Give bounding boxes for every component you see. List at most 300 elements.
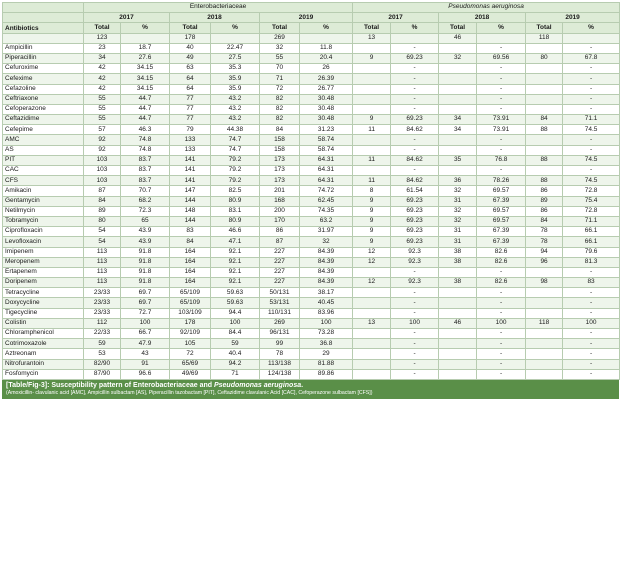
- table-cell: 173: [260, 176, 300, 186]
- table-cell: 32: [439, 53, 477, 63]
- table-cell: [526, 104, 563, 114]
- table-cell: 170: [260, 216, 300, 226]
- table-row: [3, 369, 620, 379]
- table-cell: -: [477, 94, 526, 104]
- year-header: 2018: [170, 13, 260, 23]
- table-cell: 70.7: [121, 186, 170, 196]
- table-cell: 82.6: [477, 247, 526, 257]
- table-cell: 84: [260, 125, 300, 135]
- table-cell: -: [477, 104, 526, 114]
- table-row: [3, 329, 620, 339]
- table-row: [3, 216, 620, 226]
- table-row: [3, 298, 620, 308]
- table-cell: 32: [300, 237, 353, 247]
- table-cell: 82.5: [211, 186, 260, 196]
- table-cell: [439, 64, 477, 74]
- table-cell: [439, 104, 477, 114]
- table-row: [3, 247, 620, 257]
- percent-column-header: %: [391, 23, 439, 33]
- table-cell: -: [391, 84, 439, 94]
- table-cell: [353, 43, 391, 53]
- table-cell: 91: [121, 359, 170, 369]
- caption-end: .: [301, 381, 304, 389]
- table-row: [3, 64, 620, 74]
- table-cell: 63.2: [300, 216, 353, 226]
- table-cell: 92: [84, 145, 121, 155]
- table-cell: [526, 135, 563, 145]
- antibiotic-name: AMC: [3, 135, 84, 145]
- table-cell: 82: [260, 94, 300, 104]
- table-row: [3, 359, 620, 369]
- table-cell: 227: [260, 278, 300, 288]
- table-cell: -: [563, 298, 620, 308]
- table-cell: 82/90: [84, 359, 121, 369]
- table-cell: 32: [260, 43, 300, 53]
- table-body: [3, 33, 620, 379]
- table-cell: 77: [170, 94, 211, 104]
- table-cell: [439, 339, 477, 349]
- table-cell: 158: [260, 135, 300, 145]
- table-cell: 26.77: [300, 84, 353, 94]
- table-cell: 94.4: [211, 308, 260, 318]
- table-cell: 92.3: [391, 257, 439, 267]
- table-cell: 35.3: [211, 64, 260, 74]
- table-cell: 148: [170, 206, 211, 216]
- table-cell: 50/131: [260, 288, 300, 298]
- table-cell: 18.7: [121, 43, 170, 53]
- table-cell: 31.23: [300, 125, 353, 135]
- table-cell: 82.6: [477, 257, 526, 267]
- table-cell: 103: [84, 176, 121, 186]
- table-cell: 9: [353, 237, 391, 247]
- table-cell: 53: [84, 349, 121, 359]
- table-cell: 84.62: [391, 155, 439, 165]
- table-caption: [2, 380, 619, 399]
- table-row: [3, 94, 620, 104]
- table-cell: 69.23: [391, 206, 439, 216]
- table-row: [3, 349, 620, 359]
- table-cell: 64.31: [300, 166, 353, 176]
- table-cell: 110/131: [260, 308, 300, 318]
- table-cell: [439, 84, 477, 94]
- table-cell: 65: [121, 216, 170, 226]
- totals-row: [3, 33, 620, 43]
- table-cell: -: [563, 166, 620, 176]
- table-cell: 87: [84, 186, 121, 196]
- table-cell: [439, 94, 477, 104]
- antibiotic-name: Tobramycin: [3, 216, 84, 226]
- antibiotic-name: Chloramphenicol: [3, 329, 84, 339]
- table-cell: [526, 308, 563, 318]
- table-cell: -: [477, 74, 526, 84]
- table-cell: 83.7: [121, 155, 170, 165]
- table-cell: -: [391, 339, 439, 349]
- total-column-header: Total: [526, 23, 563, 33]
- table-cell: 32: [439, 206, 477, 216]
- antibiotic-name: Colistin: [3, 318, 84, 328]
- table-cell: 59: [211, 339, 260, 349]
- table-row: [3, 288, 620, 298]
- table-cell: 68.2: [121, 196, 170, 206]
- table-cell: -: [391, 308, 439, 318]
- table-cell: 69.23: [391, 196, 439, 206]
- table-cell: 74.8: [121, 145, 170, 155]
- table-cell: 30.48: [300, 115, 353, 125]
- table-cell: 72.3: [121, 206, 170, 216]
- table-cell: 164: [170, 278, 211, 288]
- antibiotic-name: Tigecycline: [3, 308, 84, 318]
- table-cell: 118: [526, 318, 563, 328]
- table-row: [3, 278, 620, 288]
- table-cell: 26: [300, 64, 353, 74]
- header-corner-2: [3, 13, 84, 23]
- table-cell: 46: [439, 33, 477, 43]
- year-header: 2017: [84, 13, 170, 23]
- antibiotic-name: AS: [3, 145, 84, 155]
- table-cell: 173: [260, 155, 300, 165]
- table-cell: [526, 43, 563, 53]
- table-cell: [439, 369, 477, 379]
- group-enterobacteriaceae: Enterobacteriaceae: [84, 3, 353, 13]
- table-cell: 9: [353, 227, 391, 237]
- antibiotic-name: Levofloxacin: [3, 237, 84, 247]
- table-cell: 69.23: [391, 227, 439, 237]
- table-cell: [439, 166, 477, 176]
- table-row: [3, 84, 620, 94]
- table-cell: 88: [526, 155, 563, 165]
- table-cell: 100: [391, 318, 439, 328]
- table-cell: [439, 359, 477, 369]
- table-cell: 69.57: [477, 206, 526, 216]
- table-cell: 13: [353, 318, 391, 328]
- table-cell: [526, 339, 563, 349]
- table-cell: 158: [260, 145, 300, 155]
- table-cell: 105: [170, 339, 211, 349]
- table-row: [3, 115, 620, 125]
- table-cell: 36.8: [300, 339, 353, 349]
- table-cell: 87/90: [84, 369, 121, 379]
- table-cell: 73.91: [477, 125, 526, 135]
- table-cell: 11: [353, 125, 391, 135]
- table-cell: 89.86: [300, 369, 353, 379]
- percent-column-header: %: [300, 23, 353, 33]
- antibiotics-column-header: Antibiotics: [3, 23, 84, 33]
- table-row: [3, 257, 620, 267]
- table-cell: 91.8: [121, 247, 170, 257]
- table-cell: -: [391, 166, 439, 176]
- table-cell: -: [563, 329, 620, 339]
- table-cell: 79.2: [211, 176, 260, 186]
- table-cell: 74.5: [563, 176, 620, 186]
- table-cell: [526, 64, 563, 74]
- table-cell: 79.6: [563, 247, 620, 257]
- caption-organism: Pseudomonas aeruginosa: [213, 381, 302, 389]
- antibiotic-name: Cotrimoxazole: [3, 339, 84, 349]
- table-cell: 27.5: [211, 53, 260, 63]
- table-cell: 42: [84, 74, 121, 84]
- table-cell: 47.1: [211, 237, 260, 247]
- table-cell: 79: [170, 125, 211, 135]
- table-cell: 65/69: [170, 359, 211, 369]
- table-row: [3, 308, 620, 318]
- table-cell: [353, 308, 391, 318]
- table-cell: 36: [439, 176, 477, 186]
- antibiotic-name: Gentamycin: [3, 196, 84, 206]
- table-cell: 69.23: [391, 115, 439, 125]
- table-cell: 84: [170, 237, 211, 247]
- table-cell: 103: [84, 155, 121, 165]
- table-cell: -: [563, 135, 620, 145]
- totals-row-label: [3, 33, 84, 43]
- table-cell: [353, 166, 391, 176]
- table-cell: 9: [353, 53, 391, 63]
- table-cell: 74.35: [300, 206, 353, 216]
- antibiotic-name: Imipenem: [3, 247, 84, 257]
- table-cell: -: [391, 298, 439, 308]
- table-cell: [526, 84, 563, 94]
- table-cell: 87: [260, 237, 300, 247]
- table-cell: [300, 33, 353, 43]
- table-cell: [353, 267, 391, 277]
- table-cell: 49/69: [170, 369, 211, 379]
- table-cell: 69.56: [477, 53, 526, 63]
- table-cell: 94: [526, 247, 563, 257]
- table-cell: -: [477, 329, 526, 339]
- table-cell: 30.48: [300, 104, 353, 114]
- table-cell: 80.9: [211, 216, 260, 226]
- table-cell: 81.88: [300, 359, 353, 369]
- table-cell: [439, 298, 477, 308]
- table-cell: 35.9: [211, 84, 260, 94]
- table-cell: 67.39: [477, 196, 526, 206]
- table-cell: 42: [84, 84, 121, 94]
- table-cell: -: [477, 369, 526, 379]
- table-cell: 201: [260, 186, 300, 196]
- table-row: [3, 186, 620, 196]
- table-cell: 34.15: [121, 64, 170, 74]
- table-cell: 86: [526, 186, 563, 196]
- table-cell: 69.7: [121, 288, 170, 298]
- table-cell: 12: [353, 247, 391, 257]
- table-cell: -: [391, 359, 439, 369]
- table-cell: 123: [84, 33, 121, 43]
- year-header: 2018: [439, 13, 526, 23]
- table-cell: 55: [84, 104, 121, 114]
- antibiotic-name: Fosfomycin: [3, 369, 84, 379]
- table-cell: [353, 349, 391, 359]
- table-cell: [526, 267, 563, 277]
- table-cell: 59.63: [211, 288, 260, 298]
- table-cell: 84.4: [211, 329, 260, 339]
- table-cell: 168: [260, 196, 300, 206]
- table-cell: [353, 145, 391, 155]
- table-cell: [526, 359, 563, 369]
- antibiotic-name: Cefepime: [3, 125, 84, 135]
- table-cell: 9: [353, 216, 391, 226]
- table-cell: 67.39: [477, 237, 526, 247]
- table-cell: -: [391, 135, 439, 145]
- table-cell: [353, 104, 391, 114]
- table-cell: 92.1: [211, 278, 260, 288]
- table-cell: 118: [526, 33, 563, 43]
- table-cell: [439, 349, 477, 359]
- table-cell: 74.72: [300, 186, 353, 196]
- table-row: [3, 104, 620, 114]
- table-cell: 96/131: [260, 329, 300, 339]
- table-cell: 83: [170, 227, 211, 237]
- table-cell: [526, 288, 563, 298]
- table-cell: -: [477, 166, 526, 176]
- table-cell: 58.74: [300, 135, 353, 145]
- table-cell: -: [391, 145, 439, 155]
- table-cell: 178: [170, 33, 211, 43]
- table-cell: 100: [211, 318, 260, 328]
- table-row: [3, 267, 620, 277]
- table-cell: 78: [526, 227, 563, 237]
- total-column-header: Total: [84, 23, 121, 33]
- susceptibility-table-figure: [2, 2, 619, 582]
- table-cell: -: [391, 329, 439, 339]
- table-cell: 113/138: [260, 359, 300, 369]
- table-row: [3, 125, 620, 135]
- table-cell: [353, 298, 391, 308]
- table-cell: 31: [439, 227, 477, 237]
- table-cell: -: [563, 308, 620, 318]
- table-cell: 34: [84, 53, 121, 63]
- total-column-header: Total: [353, 23, 391, 33]
- table-cell: 77: [170, 115, 211, 125]
- header-corner: [3, 3, 84, 13]
- table-cell: 113: [84, 267, 121, 277]
- column-header-row: [3, 23, 620, 33]
- table-cell: 62.45: [300, 196, 353, 206]
- table-cell: -: [563, 145, 620, 155]
- table-cell: 66.1: [563, 237, 620, 247]
- table-cell: 57: [84, 125, 121, 135]
- group-pseudomonas: Pseudomonas aeruginosa: [353, 3, 620, 13]
- table-cell: [439, 267, 477, 277]
- table-cell: [353, 329, 391, 339]
- table-cell: [353, 94, 391, 104]
- table-cell: 103: [84, 166, 121, 176]
- antibiotic-name: Ceftriaxone: [3, 94, 84, 104]
- susceptibility-table: [2, 2, 620, 380]
- table-cell: -: [563, 43, 620, 53]
- table-cell: 69.7: [121, 298, 170, 308]
- table-cell: 91.8: [121, 278, 170, 288]
- antibiotic-name: Amikacin: [3, 186, 84, 196]
- table-cell: 83: [563, 278, 620, 288]
- table-cell: [526, 94, 563, 104]
- table-cell: -: [391, 104, 439, 114]
- table-cell: 86: [260, 227, 300, 237]
- table-cell: 91.8: [121, 267, 170, 277]
- table-cell: 20.4: [300, 53, 353, 63]
- table-cell: 44.7: [121, 94, 170, 104]
- percent-column-header: %: [121, 23, 170, 33]
- table-cell: 55: [84, 94, 121, 104]
- table-cell: 124/138: [260, 369, 300, 379]
- table-cell: 61.54: [391, 186, 439, 196]
- table-cell: 32: [439, 216, 477, 226]
- table-cell: 42: [84, 64, 121, 74]
- table-cell: 53/131: [260, 298, 300, 308]
- antibiotic-name: Aztreonam: [3, 349, 84, 359]
- table-cell: 43.2: [211, 94, 260, 104]
- antibiotic-name: Ceftazidime: [3, 115, 84, 125]
- table-cell: [353, 74, 391, 84]
- table-cell: [526, 369, 563, 379]
- year-header: 2017: [353, 13, 439, 23]
- table-cell: 43.2: [211, 115, 260, 125]
- table-cell: 82: [260, 115, 300, 125]
- table-cell: -: [563, 84, 620, 94]
- table-cell: 71: [211, 369, 260, 379]
- table-cell: 84.39: [300, 267, 353, 277]
- table-cell: 84: [84, 196, 121, 206]
- table-cell: [439, 329, 477, 339]
- table-cell: 78: [260, 349, 300, 359]
- table-cell: [439, 43, 477, 53]
- table-cell: [353, 135, 391, 145]
- table-cell: 72.7: [121, 308, 170, 318]
- table-cell: 100: [563, 318, 620, 328]
- table-cell: [391, 33, 439, 43]
- table-cell: 59: [84, 339, 121, 349]
- table-cell: 71.1: [563, 216, 620, 226]
- table-cell: 133: [170, 145, 211, 155]
- table-cell: 31.97: [300, 227, 353, 237]
- table-cell: 72.8: [563, 186, 620, 196]
- table-cell: 22.47: [211, 43, 260, 53]
- table-cell: 43.2: [211, 104, 260, 114]
- table-cell: 164: [170, 247, 211, 257]
- table-cell: -: [563, 288, 620, 298]
- table-cell: 83.7: [121, 176, 170, 186]
- table-cell: -: [563, 64, 620, 74]
- caption-abbreviations: (Amoxicillin- clavulanic acid [AMC], Ampicillin sulbactam [AS], Piperacillin tazobactam [PIT], Ceftazidime clavulanic Acid [CAC], Cefoperazone sulbactam [CFS]): [6, 389, 373, 396]
- table-cell: [121, 33, 170, 43]
- table-cell: 69.23: [391, 237, 439, 247]
- table-cell: 47.9: [121, 339, 170, 349]
- table-cell: 72: [170, 349, 211, 359]
- table-cell: 76.8: [477, 155, 526, 165]
- table-cell: 82: [260, 104, 300, 114]
- table-cell: 84.39: [300, 278, 353, 288]
- table-cell: 43: [121, 349, 170, 359]
- table-cell: 34.15: [121, 84, 170, 94]
- table-cell: 22/33: [84, 329, 121, 339]
- table-cell: 82.6: [477, 278, 526, 288]
- table-cell: 71: [260, 74, 300, 84]
- table-cell: 44.7: [121, 104, 170, 114]
- table-cell: -: [391, 349, 439, 359]
- table-cell: 12: [353, 278, 391, 288]
- caption-prefix: [Table/Fig-3]:: [6, 381, 50, 389]
- table-cell: 26.39: [300, 74, 353, 84]
- table-cell: 38: [439, 247, 477, 257]
- table-cell: 54: [84, 237, 121, 247]
- table-cell: 113: [84, 278, 121, 288]
- table-cell: 83.1: [211, 206, 260, 216]
- percent-column-header: %: [211, 23, 260, 33]
- table-cell: -: [563, 94, 620, 104]
- table-cell: -: [391, 43, 439, 53]
- antibiotic-name: Tetracycline: [3, 288, 84, 298]
- table-cell: -: [477, 64, 526, 74]
- table-cell: 144: [170, 216, 211, 226]
- table-cell: [353, 369, 391, 379]
